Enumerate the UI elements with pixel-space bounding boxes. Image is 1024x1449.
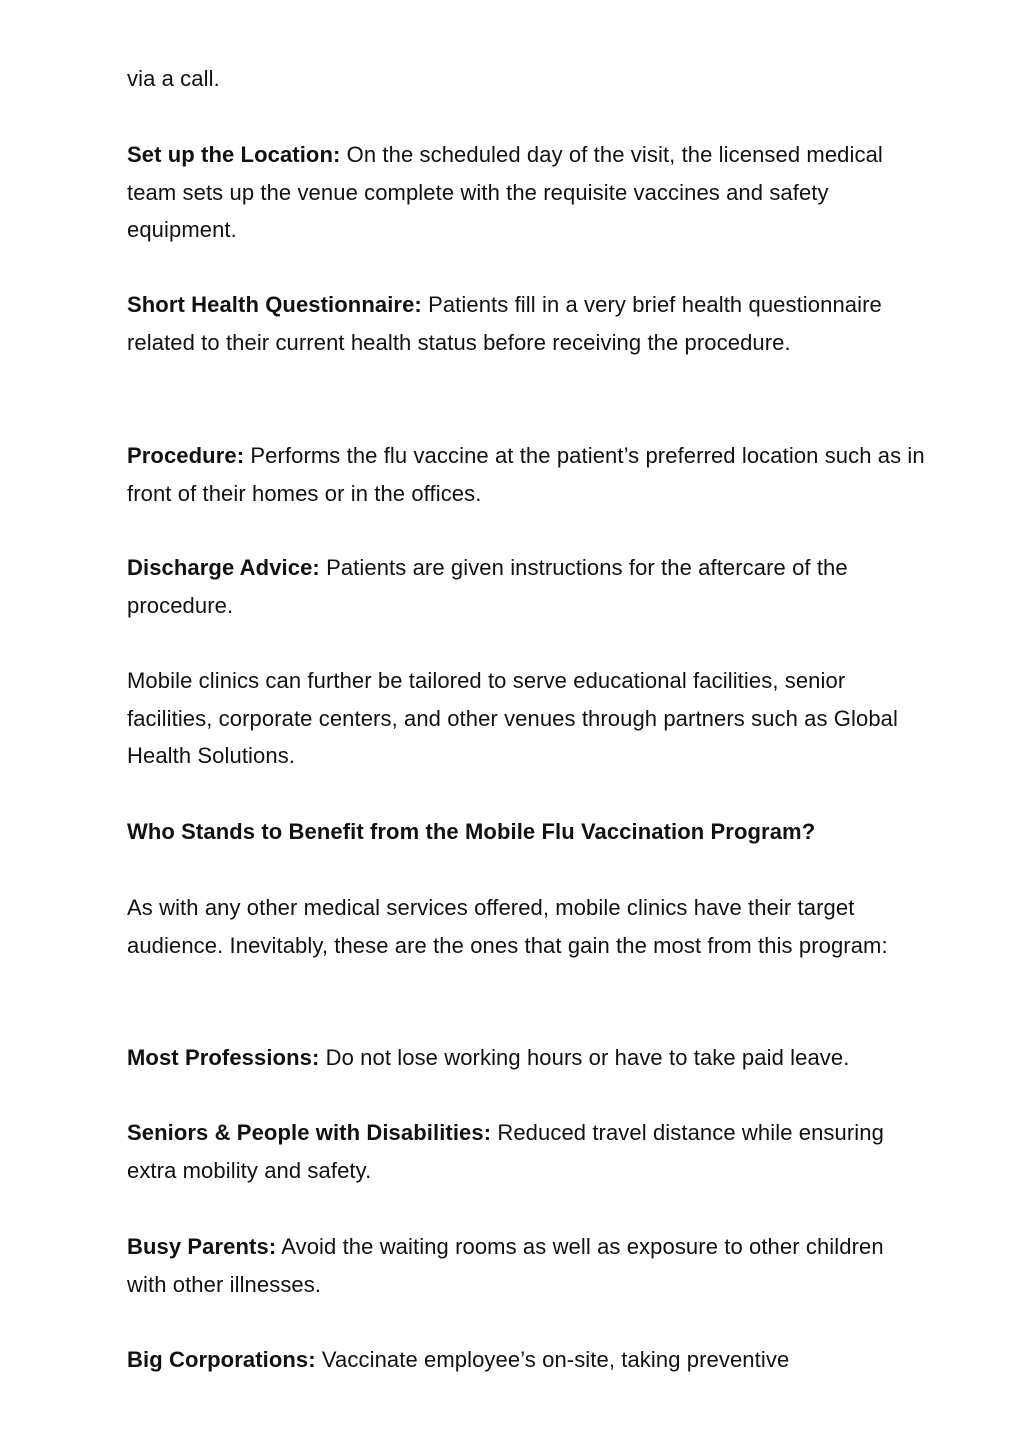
paragraph-text: Patients are given instructions for the aftercare of the procedure.: [127, 555, 848, 618]
paragraph-mobile-clinics: [127, 662, 927, 775]
paragraph-procedure: [127, 437, 927, 512]
paragraph-big-corporations: [127, 1341, 927, 1379]
paragraph-label: Big Corporations:: [127, 1347, 316, 1372]
paragraph-label: Most Professions:: [127, 1045, 320, 1070]
paragraph-seniors: [127, 1114, 927, 1189]
paragraph-text: Vaccinate employee’s on-site, taking preventive: [315, 1347, 790, 1372]
paragraph-label: Set up the Location:: [127, 142, 341, 167]
paragraph-text: Do not lose working hours or have to take paid leave.: [319, 1045, 850, 1070]
paragraph-label: Short Health Questionnaire:: [127, 292, 422, 317]
paragraph-health-questionnaire: [127, 286, 927, 361]
paragraph-text: Mobile clinics can further be tailored to serve educational facilities, senior facilities, corporate centers, and other venues through partners such as Global Health Solutions.: [127, 668, 898, 768]
paragraph-text: On the scheduled day of the visit, the licensed medical team sets up the venue complete with the requisite vaccines and safety equipment.: [127, 142, 883, 242]
paragraph-label: Seniors & People with Disabilities:: [127, 1120, 492, 1145]
paragraph-most-professions: [127, 1039, 947, 1077]
paragraph-label: Procedure:: [127, 443, 245, 468]
paragraph-target-audience: [127, 889, 927, 964]
paragraph-label: Discharge Advice:: [127, 555, 320, 580]
paragraph-text: via a call.: [127, 66, 220, 91]
paragraph-set-up-location: [127, 136, 927, 249]
paragraph-busy-parents: [127, 1228, 927, 1303]
paragraph-text: Performs the flu vaccine at the patient’s preferred location such as in front of their homes or in the offices.: [127, 443, 925, 506]
paragraph-text: As with any other medical services offered, mobile clinics have their target audience. Inevitably, these are the ones that gain the most from this program:: [127, 895, 888, 958]
paragraph-text: Reduced travel distance while ensuring extra mobility and safety.: [127, 1120, 884, 1183]
paragraph-text: Patients fill in a very brief health questionnaire related to their current health status before receiving the procedure.: [127, 292, 882, 355]
paragraph-via-call: [127, 60, 927, 98]
section-heading: [127, 813, 927, 851]
paragraph-label: Busy Parents:: [127, 1234, 277, 1259]
paragraph-discharge-advice: [127, 549, 927, 624]
heading-text: Who Stands to Benefit from the Mobile Flu Vaccination Program?: [127, 819, 816, 844]
paragraph-text: Avoid the waiting rooms as well as exposure to other children with other illnesses.: [127, 1234, 884, 1297]
